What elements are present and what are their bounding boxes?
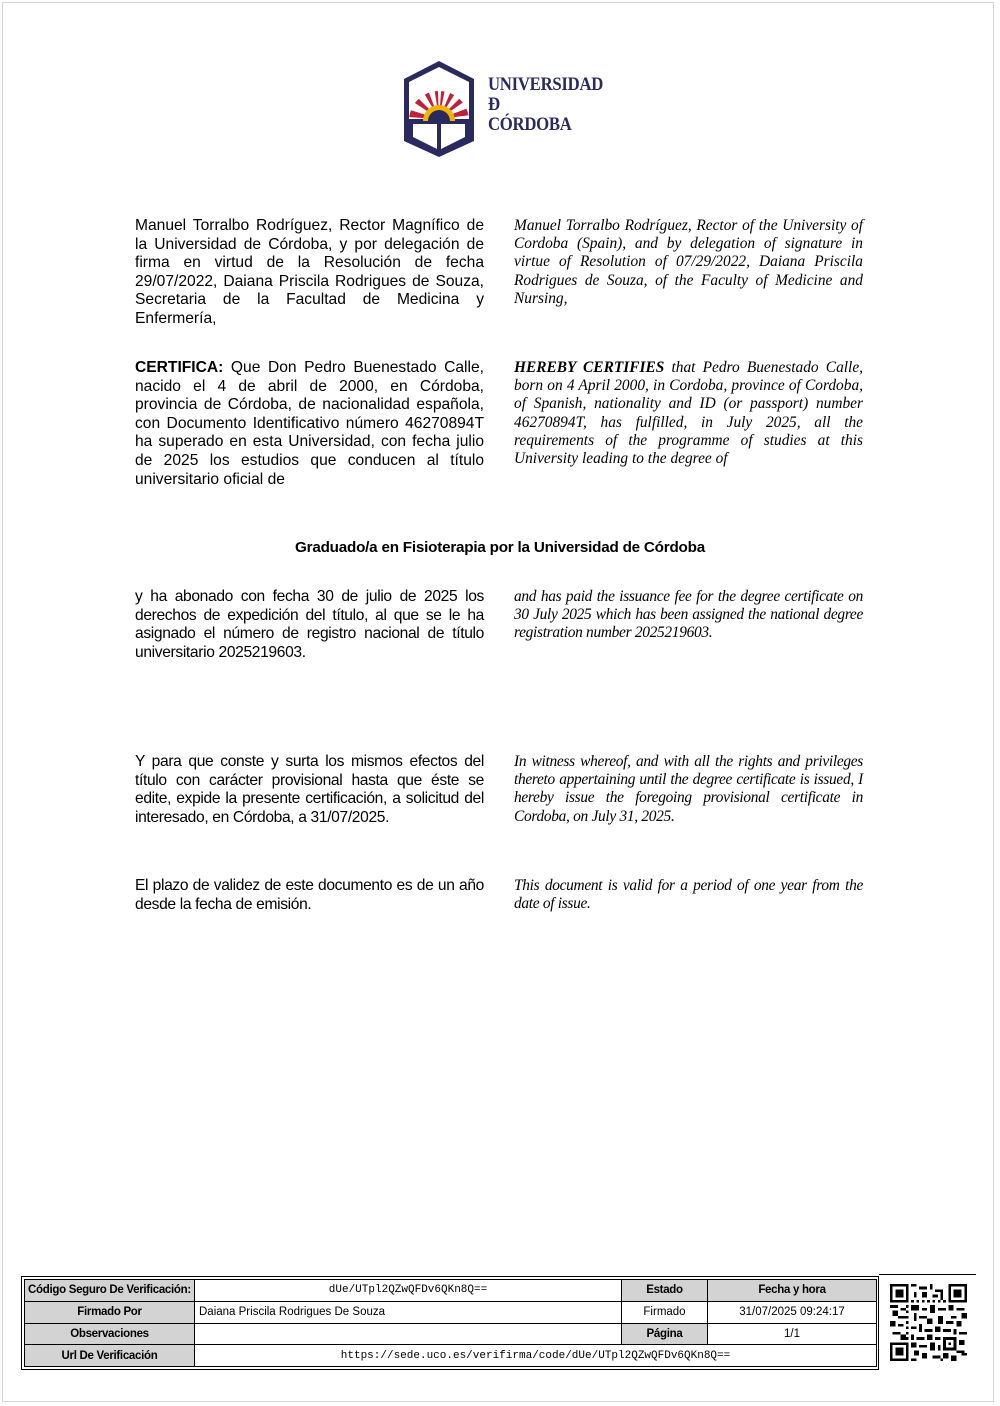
qr-code-icon[interactable] [890,1284,967,1361]
wordmark-line-1: UNIVERSIDAD [488,74,604,95]
fecha-value: 31/07/2025 09:24:17 [708,1301,877,1323]
firmado-por-value: Daiana Priscila Rodrigues De Souza [195,1301,622,1323]
wordmark-line-2: Ð [488,94,500,115]
paragraph-en-fee: and has paid the issuance fee for the degree certificate on 30 July 2025 which has been assigned the national degree registration number 2025219603. [514,588,863,642]
paragraph-en-witness: In witness whereof, and with all the rights and privileges thereto appertaining until the degree certificate is issued, I hereby issue the foregoing provisional certificate in Cordoba, on July 31, 2025. [514,753,863,825]
table-row [25,1345,877,1367]
estado-value: Firmado [622,1301,708,1323]
paragraph-en-certifies [514,359,863,468]
firmado-por-label: Firmado Por [25,1301,195,1323]
csv-value: dUe/UTpl2QZwQFDv6QKn8Q== [195,1280,622,1302]
certifica-text: Que Don Pedro Buenestado Calle, nacido el 4 de abril de 2000, en Córdoba, provincia de Córdoba, de nacionalidad española, con Documento Identificativo número 46270894T ha superado en esta Universidad, con fecha julio de 2025 los estudios que conducen al título universitario oficial de [135,359,484,488]
university-logo [401,59,604,159]
observaciones-label: Observaciones [25,1323,195,1345]
verification-table [24,1279,877,1367]
page-border [2,2,994,1402]
verification-box [21,1276,879,1370]
paragraph-es-signatory: Manuel Torralbo Rodríguez, Rector Magnífico de la Universidad de Córdoba, y por delegación de firma en virtud de la Resolución de fecha 29/07/2022, Daiana Priscila Rodrigues de Souza, Secretaria de la Facultad de Medicina y Enfermería, [135,217,484,327]
table-row [25,1280,877,1302]
fecha-label: Fecha y hora [708,1280,877,1302]
url-label: Url De Verificación [25,1345,195,1367]
pagina-label: Página [622,1323,708,1345]
footer-divider [879,1274,976,1275]
paragraph-en-signatory: Manuel Torralbo Rodríguez, Rector of the University of Cordoba (Spain), and by delegation of signature in virtue of Resolution of 07/29/2022, Daiana Priscila Rodrigues de Souza, of the Faculty of Medicine and Nursing, [514,217,863,307]
estado-label: Estado [622,1280,708,1302]
certifica-label: CERTIFICA: [135,359,224,376]
paragraph-en-validity: This document is valid for a period of one year from the date of issue. [514,877,863,913]
university-crest-icon [401,59,477,159]
verification-url-link[interactable]: https://sede.uco.es/verifirma/code/dUe/UTpl2QZwQFDv6QKn8Q== [195,1345,877,1367]
table-row [25,1301,877,1323]
university-wordmark [488,75,603,135]
paragraph-es-certifies [135,359,484,489]
wordmark-line-3: CÓRDOBA [488,114,572,135]
table-row [25,1323,877,1345]
pagina-value: 1/1 [708,1323,877,1345]
degree-title: Graduado/a en Fisioterapia por la Universidad de Córdoba [295,539,705,556]
observaciones-value [195,1323,622,1345]
csv-label: Código Seguro De Verificación: [25,1280,195,1302]
paragraph-es-witness: Y para que conste y surta los mismos efectos del título con carácter provisional hasta que éste se edite, expide la presente certificación, a solicitud del interesado, en Córdoba, a 31/07/2025. [135,753,484,826]
paragraph-es-validity: El plazo de validez de este documento es de un año desde la fecha de emisión. [135,877,484,913]
paragraph-es-fee: y ha abonado con fecha 30 de julio de 2025 los derechos de expedición del título, al que se le ha asignado el número de registro nacional de título universitario 2025219603. [135,588,484,661]
hereby-certifies-text: that Pedro Buenestado Calle, born on 4 April 2000, in Cordoba, province of Cordoba, of Spanish, nationality and ID (or passport) number 46270894T, has fulfilled, in July 2025, all the requirements of the programme of studies at this University leading to the degree of [514,359,863,468]
hereby-certifies-label: HEREBY CERTIFIES [514,359,665,376]
